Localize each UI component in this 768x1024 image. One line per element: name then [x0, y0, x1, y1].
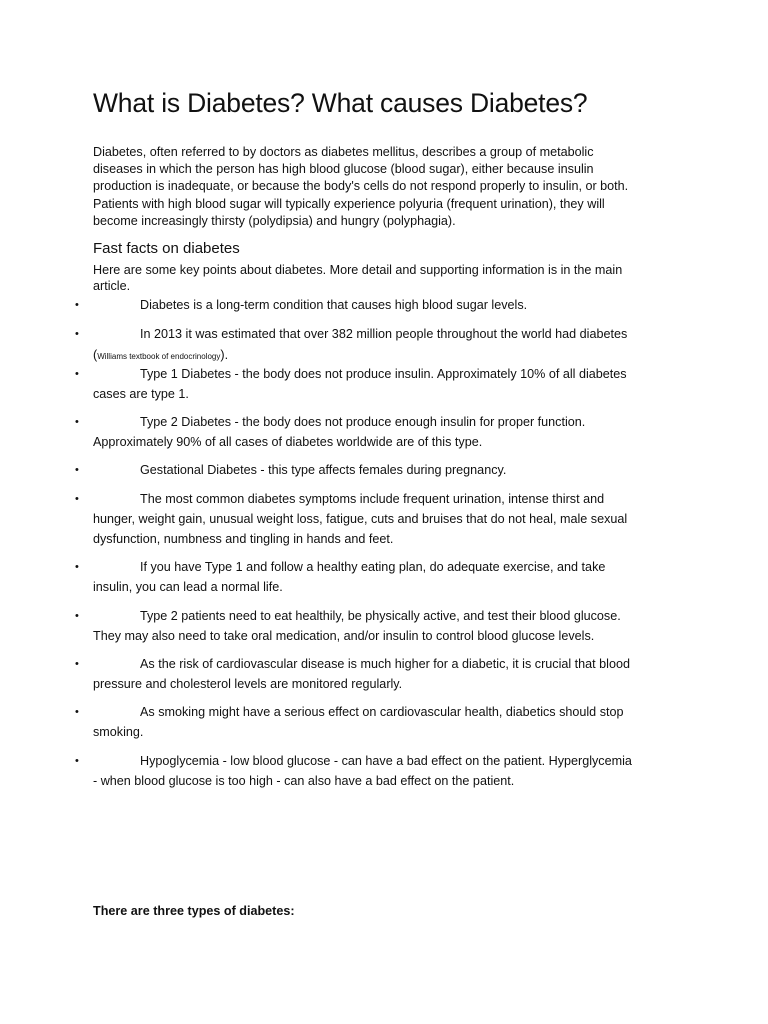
list-item-text: They may also need to take oral medication, and/or insulin to control blood glucose levels.: [93, 629, 595, 643]
list-item-text: Approximately 90% of all cases of diabetes worldwide are of this type.: [93, 435, 483, 449]
bullet-icon: •: [75, 464, 79, 476]
lead-paragraph: [93, 262, 683, 294]
list-item-text: As smoking might have a serious effect on cardiovascular health, diabetics should stop: [140, 705, 624, 719]
bullet-icon: •: [75, 561, 79, 573]
bullet-icon: •: [75, 755, 79, 767]
list-item-text: In 2013 it was estimated that over 382 million people throughout the world had diabetes: [140, 327, 628, 341]
lead-line: Here are some key points about diabetes. More detail and supporting information is in the main: [93, 263, 623, 277]
list-item-text: The most common diabetes symptoms include frequent urination, intense thirst and: [140, 492, 605, 506]
bullet-icon: •: [75, 610, 79, 622]
list-item-text: Diabetes is a long-term condition that causes high blood sugar levels.: [140, 298, 528, 312]
list-item-text: cases are type 1.: [93, 387, 189, 401]
types-heading: There are three types of diabetes:: [93, 904, 295, 918]
list-item-text: Type 2 Diabetes - the body does not produce enough insulin for proper function.: [140, 415, 586, 429]
citation-open: (: [93, 348, 98, 362]
citation-line: [93, 347, 228, 365]
section-heading: Fast facts on diabetes: [93, 240, 240, 257]
list-item-text: Type 1 Diabetes - the body does not produce insulin. Approximately 10% of all diabetes: [140, 367, 627, 381]
intro-line: production is inadequate, or because the body's cells do not respond properly to insulin, or both.: [93, 179, 629, 194]
citation-close: ).: [220, 348, 229, 362]
list-item-text: As the risk of cardiovascular disease is much higher for a diabetic, it is crucial that blood: [140, 657, 630, 671]
citation-text: Williams textbook of endocrinology: [97, 352, 221, 361]
bullet-icon: •: [75, 658, 79, 670]
list-item-text: insulin, you can lead a normal life.: [93, 580, 283, 594]
intro-line: Patients with high blood sugar will typically experience polyuria (frequent urination), they will: [93, 196, 605, 211]
list-item-text: Type 2 patients need to eat healthily, be physically active, and test their blood glucose.: [140, 609, 621, 623]
intro-line: Diabetes, often referred to by doctors as diabetes mellitus, describes a group of metabolic: [93, 145, 594, 159]
bullet-icon: •: [75, 493, 79, 505]
bullet-icon: •: [75, 299, 79, 311]
list-item-text: hunger, weight gain, unusual weight loss, fatigue, cuts and bruises that do not heal, male sexual: [93, 512, 628, 526]
list-item-text: Gestational Diabetes - this type affects females during pregnancy.: [140, 463, 507, 477]
list-item-text: Hypoglycemia - low blood glucose - can have a bad effect on the patient. Hyperglycemia: [140, 754, 632, 768]
bullet-icon: •: [75, 328, 79, 340]
bullet-icon: •: [75, 416, 79, 428]
list-item-text: pressure and cholesterol levels are monitored regularly.: [93, 677, 403, 691]
intro-line: become increasingly thirsty (polydipsia) and hungry (polyphagia).: [93, 213, 456, 228]
page-title: What is Diabetes? What causes Diabetes?: [93, 88, 588, 118]
intro-paragraph: [93, 144, 683, 230]
bullet-icon: •: [75, 368, 79, 380]
lead-line: article.: [93, 279, 131, 293]
intro-line: diseases in which the person has high blood glucose (blood sugar), either because insulin: [93, 162, 594, 177]
list-item-text: dysfunction, numbness and tingling in hands and feet.: [93, 532, 394, 546]
list-item-text: - when blood glucose is too high - can also have a bad effect on the patient.: [93, 774, 515, 788]
bullet-icon: •: [75, 706, 79, 718]
list-item-text: smoking.: [93, 725, 144, 739]
list-item-text: If you have Type 1 and follow a healthy eating plan, do adequate exercise, and take: [140, 560, 606, 574]
